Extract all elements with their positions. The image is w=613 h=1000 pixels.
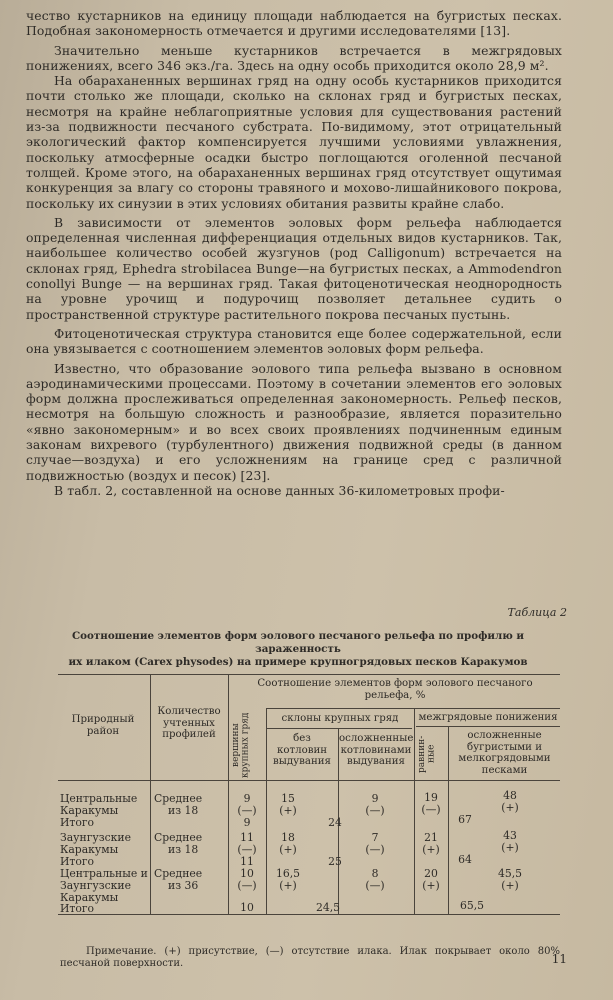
- paragraph-4: В зависимости от элементов эоловых форм рельефа наблюдается определенная численная дифференциация отдельных видов кустарников. Так, наибольшее количество особей жузгунов (род Calligonum) встречается на склонах гряд, Ephedra strobilacea Bunge—на бугристых песках, а Ammodendron conollyi Bunge — на вершинах гряд. Такая фитоценотическая неоднородность на уровне урочищ и подурочищ позволяет детальнее судить о пространственной структуре растительного покрова песчаных пустынь.: [26, 214, 562, 322]
- row1-depr-flat-sedge: (—): [421, 803, 441, 816]
- paragraph-7: В табл. 2, составленной на основе данных 36-километровых профи-: [54, 482, 505, 498]
- row1-tops-sedge: (—): [237, 804, 257, 817]
- row2-tops-value: 11: [240, 831, 254, 844]
- row3-depr-hilly-sedge: (+): [501, 879, 519, 892]
- paragraph-2: Значительно меньше кустарников встречается в межгрядовых понижениях, всего 346 экз./га. Здесь на одну особь приходится около 28,9 м².: [26, 42, 562, 73]
- row2-slopes-total: 25: [328, 855, 342, 868]
- row3-depr-hilly: 45,5: [497, 867, 523, 880]
- row1-depr-flat: 19: [424, 791, 438, 804]
- header-slopes-plain: без котловин выдувания: [273, 733, 331, 767]
- row1-depr-hilly: 48: [503, 789, 517, 802]
- table-footnote: Примечание. (+) присутствие, (—) отсутствие илака. Илак покрывает около 80% песчаной поверхности.: [60, 946, 560, 969]
- row3-region-3: Каракумы: [60, 891, 119, 904]
- row3-slopes-basins-sedge: (—): [365, 879, 385, 892]
- row3-total-label: Итого: [60, 902, 95, 915]
- row3-tops-total: 10: [240, 901, 254, 914]
- row2-slopes-plain: 18: [281, 831, 295, 844]
- row1-count-2: из 18: [168, 804, 199, 817]
- header-relief-ratio: Соотношение элементов форм эолового песчаного рельефа, %: [257, 678, 533, 701]
- row3-tops-sedge: (—): [237, 879, 257, 892]
- row1-slopes-basins: 9: [371, 792, 379, 805]
- row3-slopes-plain: 16,5: [275, 867, 301, 880]
- header-slopes-basins: осложненные котловинами выдувания: [339, 733, 414, 767]
- row3-count-2: из 36: [168, 879, 199, 892]
- row1-count-1: Среднее: [154, 792, 203, 805]
- header-depressions-hilly: осложненные бугристыми и мелкогрядовыми песками: [458, 730, 551, 776]
- row3-slopes-basins: 8: [371, 867, 379, 880]
- row1-slopes-total: 24: [328, 816, 342, 829]
- row3-depr-flat: 20: [424, 867, 438, 880]
- row2-count-1: Среднее: [154, 831, 203, 844]
- row1-depr-total: 67: [458, 813, 472, 826]
- row2-region-1: Заунгузские: [60, 831, 131, 844]
- row2-tops-sedge: (—): [237, 843, 257, 856]
- row1-region-1: Центральные: [60, 792, 138, 805]
- table-title-line-2: их илаком (Carex physodes) на примере крупногрядовых песков Каракумов: [68, 656, 528, 668]
- header-region: Природный район: [71, 714, 135, 737]
- row3-tops-value: 10: [240, 867, 254, 880]
- header-ridge-tops: вершины крупных гряд: [231, 712, 251, 778]
- row3-slopes-total: 24,5: [315, 901, 341, 914]
- paragraph-6: Известно, что образование эолового типа рельефа вызвано в основном аэродинамическими процессами. Поэтому в сочетании элементов его эоловых форм должна прослеживаться определенная закономерность. Рельеф песков, несмотря на большую сложность и разнообразие, является поразительно «явно закономерным» и во всех своих проявлениях подчиненным единым законам вихревого (турбулентного) движения подвижной среды (в данном случае—воздуха) и его усложнениям на границе сред с различной подвижностью (воздух и песок) [23].: [26, 360, 562, 483]
- row1-region-2: Каракумы: [60, 804, 119, 817]
- row1-depr-hilly-sedge: (+): [501, 801, 519, 814]
- row2-depr-flat: 21: [424, 831, 438, 844]
- row2-depr-hilly: 43: [503, 829, 517, 842]
- row1-slopes-plain-sedge: (+): [279, 804, 297, 817]
- page-number: 11: [551, 952, 567, 966]
- row2-slopes-basins: 7: [371, 831, 379, 844]
- row3-slopes-plain-sedge: (+): [279, 879, 297, 892]
- table-title: [28, 630, 568, 669]
- row2-depr-flat-sedge: (+): [422, 843, 440, 856]
- row1-total-label: Итого: [60, 816, 95, 829]
- row1-tops-total: 9: [243, 816, 251, 829]
- row1-slopes-basins-sedge: (—): [365, 804, 385, 817]
- row2-slopes-plain-sedge: (+): [279, 843, 297, 856]
- row2-slopes-basins-sedge: (—): [365, 843, 385, 856]
- row2-total-label: Итого: [60, 855, 95, 868]
- row3-depr-flat-sedge: (+): [422, 879, 440, 892]
- row2-tops-total: 11: [240, 855, 254, 868]
- row3-region-2: Заунгузские: [60, 879, 131, 892]
- row2-region-2: Каракумы: [60, 843, 119, 856]
- paragraph-3: На обараханенных вершинах гряд на одну особь кустарников приходится почти столько же площади, сколько на склонах гряд и бугристых песках, несмотря на крайне неблагоприятные условия для существования растений из-за подвижности песчаного субстрата. По-видимому, этот отрицательный экологический фактор компенсируется лучшими условиями увлажнения, поскольку атмосферные осадки быстро поглощаются оголенной песчаной толщей. Кроме этого, на обараханенных вершинах гряд отсутствует ощутимая конкуренция за влагу со стороны травяного и мохово-лишайникового покрова, поскольку их синузии в этих условиях обитания развиты крайне слабо.: [26, 73, 562, 211]
- header-ridge-slopes: склоны крупных гряд: [281, 713, 399, 724]
- paragraph-1: чество кустарников на единицу площади наблюдается на бугристых песках. Подобная закономерность отмечается и другими исследователями [13].: [26, 8, 562, 39]
- table-title-line-1: Соотношение элементов форм эолового песчаного рельефа по профилю и зараженность: [71, 630, 525, 655]
- paragraph-5: Фитоценотическая структура становится еще более содержательной, если она увязывается с соотношением элементов эоловых форм рельефа.: [26, 325, 562, 357]
- header-depressions-flat: равнин-ные: [417, 735, 437, 773]
- row3-depr-total: 65,5: [459, 899, 485, 912]
- header-profile-count: Количество учтенных профилей: [157, 706, 221, 740]
- header-depressions: межгрядовые понижения: [418, 712, 558, 723]
- table-label: Таблица 2: [507, 606, 567, 619]
- row3-count-1: Среднее: [154, 867, 203, 880]
- data-table: [0, 668, 613, 918]
- row1-tops-value: 9: [243, 792, 251, 805]
- row1-slopes-plain: 15: [281, 792, 295, 805]
- row2-depr-total: 64: [458, 853, 472, 866]
- row3-region-1: Центральные и: [60, 867, 148, 880]
- body-text: [26, 8, 562, 498]
- row2-depr-hilly-sedge: (+): [501, 841, 519, 854]
- row2-count-2: из 18: [168, 843, 199, 856]
